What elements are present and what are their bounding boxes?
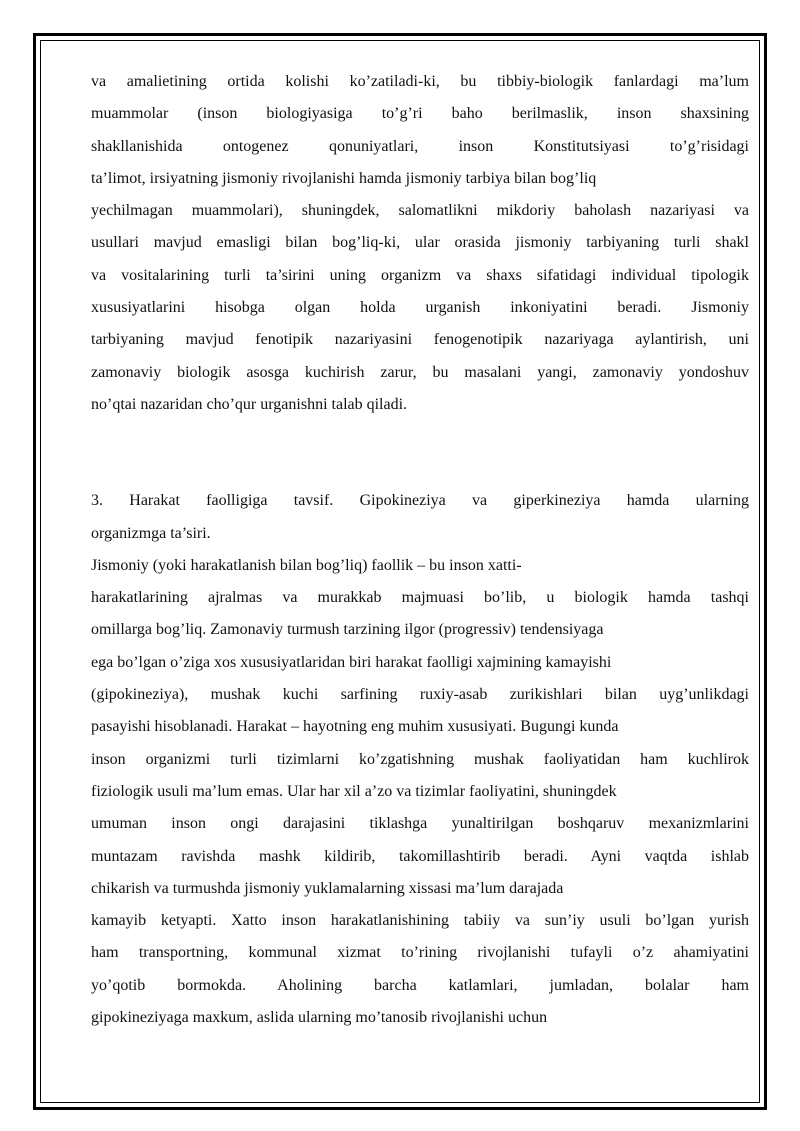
text-line: harakatlarining ajralmas va murakkab majmuasi bo’lib, u biologik hamda tashqi: [91, 589, 749, 607]
text-line: usullari mavjud emasligi bilan bog’liq-ki, ular orasida jismoniy tarbiyaning turli shakl: [91, 234, 749, 252]
text-line: xususiyatlarini hisobga olgan holda urganish inkoniyatini beradi. Jismoniy: [91, 299, 749, 317]
text-line: umuman inson ongi darajasini tiklashga yunaltirilgan boshqaruv mexanizmlarini: [91, 815, 749, 833]
text-line: muammolar (inson biologiyasiga to’g’ri baho berilmaslik, inson shaxsining: [91, 105, 749, 123]
document-body: [91, 66, 749, 1034]
text-line: pasayishi hisoblanadi. Harakat – hayotning eng muhim xususiyati. Bugungi kunda: [91, 718, 619, 736]
text-line: yechilmagan muammolari), shuningdek, salomatlikni mikdoriy baholash nazariyasi va: [91, 202, 749, 220]
text-line: gipokineziyaga maxkum, aslida ularning mo’tanosib rivojlanishi uchun: [91, 1009, 548, 1027]
text-line: inson organizmi turli tizimlarni ko’zgatishning mushak faoliyatidan ham kuchlirok: [91, 750, 749, 768]
text-line: yo’qotib bormokda. Aholining barcha katlamlari, jumladan, bolalar ham: [91, 976, 749, 994]
text-line: va amalietining ortida kolishi ko’zatiladi-ki, bu tibbiy-biologik fanlardagi ma’lum: [91, 73, 749, 90]
text-line: omillarga bog’liq. Zamonaviy turmush tarzining ilgor (progressiv) tendensiyaga: [91, 621, 604, 639]
paragraph-1: [91, 66, 749, 421]
text-line: zamonaviy biologik asosga kuchirish zarur, bu masalani yangi, zamonaviy yondoshuv: [91, 363, 749, 381]
paragraph-2: [91, 485, 749, 1034]
text-line: (gipokineziya), mushak kuchi sarfining ruxiy-asab zurikishlari bilan uyg’unlikdagi: [91, 686, 749, 704]
text-line: fiziologik usuli ma’lum emas. Ular har xil a’zo va tizimlar faoliyatini, shuningdek: [91, 782, 617, 800]
text-line: muntazam ravishda mashk kildirib, takomillashtirib beradi. Ayni vaqtda ishlab: [91, 847, 749, 865]
text-line: ega bo’lgan o’ziga xos xususiyatlaridan biri harakat faolligi xajmining kamayishi: [91, 653, 612, 671]
text-line: kamayib ketyapti. Xatto inson harakatlanishining tabiiy va sun’iy usuli bo’lgan yurish: [91, 912, 749, 930]
text-line: chikarish va turmushda jismoniy yuklamalarning xissasi ma’lum darajada: [91, 879, 564, 897]
text-line: ham transportning, kommunal xizmat to’rining rivojlanishi tufayli o’z ahamiyatini: [91, 944, 749, 962]
text-line: 3. Harakat faolligiga tavsif. Gipokineziya va giperkineziya hamda ularning: [91, 492, 749, 510]
text-line: shakllanishida ontogenez qonuniyatlari, inson Konstitutsiyasi to’g’risidagi: [91, 137, 749, 155]
text-line: organizmga ta’siri.: [91, 524, 211, 542]
paragraph-gap: [91, 421, 749, 485]
text-line: tarbiyaning mavjud fenotipik nazariyasini fenogenotipik nazariyaga aylantirish, uni: [91, 331, 749, 349]
text-line: va vositalarining turli ta’sirini uning organizm va shaxs sifatidagi individual tipologik: [91, 266, 749, 284]
text-line: ta’limot, irsiyatning jismoniy rivojlanishi hamda jismoniy tarbiya bilan bog’liq: [91, 169, 597, 187]
text-line: no’qtai nazaridan cho’qur urganishni talab qiladi.: [91, 395, 408, 413]
text-line: Jismoniy (yoki harakatlanish bilan bog’liq) faollik – bu inson xatti-: [91, 556, 522, 574]
